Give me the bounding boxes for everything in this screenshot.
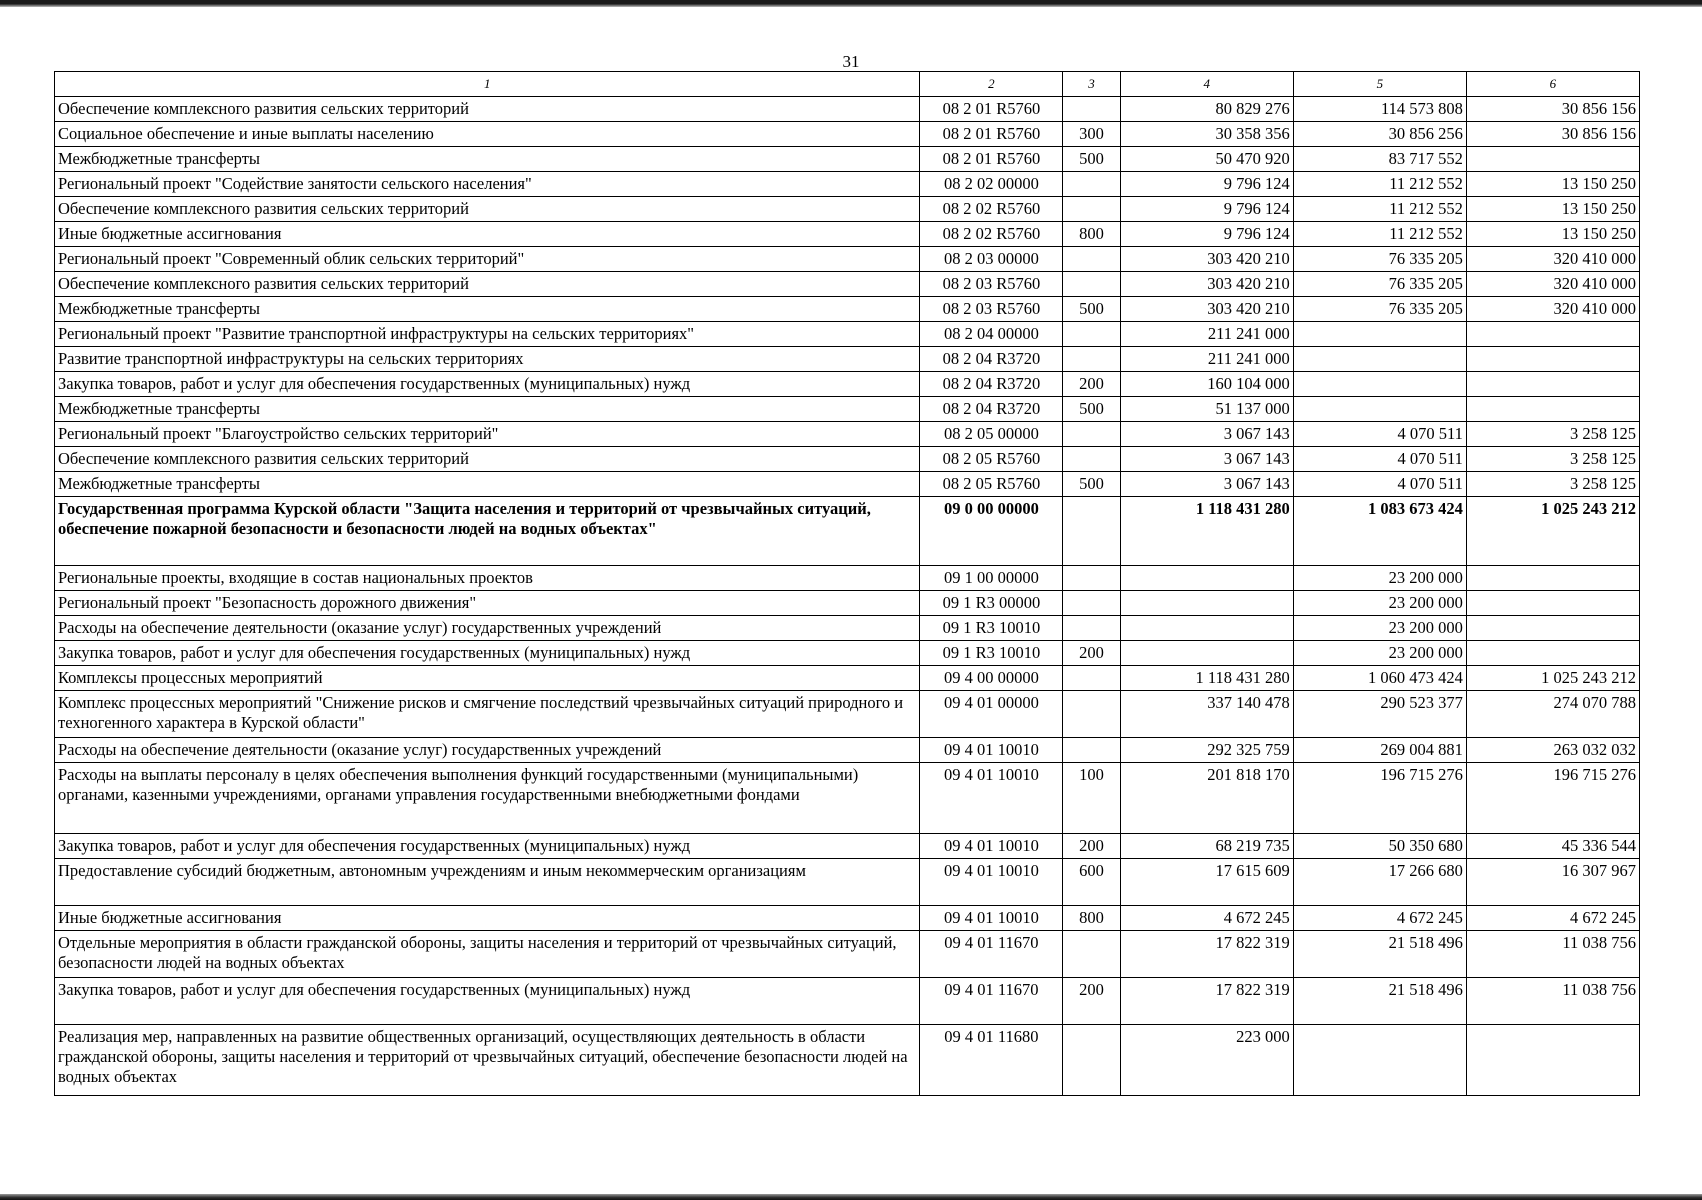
cell-amount-col4: 30 358 356: [1120, 122, 1293, 147]
cell-expense-type: [1063, 591, 1120, 616]
cell-name: Закупка товаров, работ и услуг для обеспечения государственных (муниципальных) нужд: [55, 641, 920, 666]
cell-code: 08 2 04 R3720: [920, 397, 1063, 422]
cell-amount-col4: 211 241 000: [1120, 347, 1293, 372]
cell-code: 08 2 04 R3720: [920, 347, 1063, 372]
cell-code: 09 4 01 10010: [920, 763, 1063, 834]
cell-amount-col6: 30 856 156: [1466, 97, 1639, 122]
cell-amount-col5: 196 715 276: [1293, 763, 1466, 834]
cell-amount-col5: [1293, 397, 1466, 422]
cell-code: 08 2 01 R5760: [920, 97, 1063, 122]
table-row: [55, 397, 1640, 422]
cell-amount-col5: 11 212 552: [1293, 172, 1466, 197]
cell-amount-col5: [1293, 372, 1466, 397]
cell-name: Отдельные мероприятия в области гражданской обороны, защиты населения и территорий от чрезвычайных ситуаций, безопасности людей на водных объектах: [55, 931, 920, 978]
cell-amount-col6: [1466, 372, 1639, 397]
cell-expense-type: 500: [1063, 472, 1120, 497]
cell-amount-col4: 68 219 735: [1120, 834, 1293, 859]
cell-amount-col6: 196 715 276: [1466, 763, 1639, 834]
cell-amount-col5: 17 266 680: [1293, 859, 1466, 906]
cell-amount-col5: 4 070 511: [1293, 447, 1466, 472]
table-row: [55, 591, 1640, 616]
cell-code: 09 4 01 11670: [920, 931, 1063, 978]
cell-name: Региональные проекты, входящие в состав национальных проектов: [55, 566, 920, 591]
cell-amount-col4: 303 420 210: [1120, 297, 1293, 322]
table-row: [55, 738, 1640, 763]
cell-amount-col5: 23 200 000: [1293, 641, 1466, 666]
cell-name: Обеспечение комплексного развития сельских территорий: [55, 447, 920, 472]
cell-code: 08 2 04 00000: [920, 322, 1063, 347]
table-row: [55, 122, 1640, 147]
cell-expense-type: 300: [1063, 122, 1120, 147]
cell-code: 09 4 00 00000: [920, 666, 1063, 691]
cell-name: Закупка товаров, работ и услуг для обеспечения государственных (муниципальных) нужд: [55, 834, 920, 859]
cell-amount-col4: 1 118 431 280: [1120, 666, 1293, 691]
cell-expense-type: [1063, 566, 1120, 591]
cell-amount-col6: 274 070 788: [1466, 691, 1639, 738]
cell-expense-type: [1063, 172, 1120, 197]
cell-amount-col6: 320 410 000: [1466, 247, 1639, 272]
table-row: [55, 372, 1640, 397]
table-row: [55, 1025, 1640, 1096]
cell-amount-col4: 201 818 170: [1120, 763, 1293, 834]
cell-amount-col6: 3 258 125: [1466, 422, 1639, 447]
cell-amount-col6: 263 032 032: [1466, 738, 1639, 763]
cell-code: 08 2 03 R5760: [920, 272, 1063, 297]
column-header: 2: [920, 72, 1063, 97]
cell-name: Межбюджетные трансферты: [55, 397, 920, 422]
cell-expense-type: [1063, 666, 1120, 691]
cell-amount-col5: 30 856 256: [1293, 122, 1466, 147]
cell-expense-type: [1063, 931, 1120, 978]
cell-name: Социальное обеспечение и иные выплаты населению: [55, 122, 920, 147]
column-header: 1: [55, 72, 920, 97]
cell-name: Закупка товаров, работ и услуг для обеспечения государственных (муниципальных) нужд: [55, 978, 920, 1025]
cell-code: 08 2 04 R3720: [920, 372, 1063, 397]
cell-code: 09 4 01 00000: [920, 691, 1063, 738]
cell-amount-col5: 114 573 808: [1293, 97, 1466, 122]
cell-code: 09 4 01 10010: [920, 859, 1063, 906]
cell-name: Обеспечение комплексного развития сельских территорий: [55, 197, 920, 222]
cell-amount-col4: 303 420 210: [1120, 272, 1293, 297]
cell-amount-col4: 211 241 000: [1120, 322, 1293, 347]
cell-expense-type: [1063, 97, 1120, 122]
cell-code: 08 2 02 R5760: [920, 197, 1063, 222]
cell-amount-col6: [1466, 322, 1639, 347]
table-row: [55, 222, 1640, 247]
table-row: [55, 97, 1640, 122]
cell-amount-col4: 17 822 319: [1120, 931, 1293, 978]
cell-amount-col4: 80 829 276: [1120, 97, 1293, 122]
cell-code: 08 2 03 R5760: [920, 297, 1063, 322]
cell-expense-type: [1063, 197, 1120, 222]
scan-top-edge: [0, 0, 1702, 7]
cell-code: 09 4 01 11670: [920, 978, 1063, 1025]
cell-amount-col6: 11 038 756: [1466, 931, 1639, 978]
cell-expense-type: [1063, 247, 1120, 272]
cell-amount-col6: 1 025 243 212: [1466, 666, 1639, 691]
cell-amount-col4: 3 067 143: [1120, 447, 1293, 472]
cell-expense-type: 200: [1063, 978, 1120, 1025]
cell-amount-col4: [1120, 591, 1293, 616]
cell-amount-col5: 76 335 205: [1293, 247, 1466, 272]
cell-expense-type: 500: [1063, 397, 1120, 422]
cell-amount-col5: 76 335 205: [1293, 297, 1466, 322]
cell-code: 08 2 02 00000: [920, 172, 1063, 197]
cell-code: 09 4 01 11680: [920, 1025, 1063, 1096]
table-row: [55, 859, 1640, 906]
table-row: [55, 978, 1640, 1025]
cell-name: Государственная программа Курской области "Защита населения и территорий от чрезвычайных ситуаций, обеспечение пожарной безопасности и безопасности людей на водных объектах": [55, 497, 920, 566]
cell-amount-col4: 223 000: [1120, 1025, 1293, 1096]
cell-amount-col4: [1120, 616, 1293, 641]
cell-amount-col5: 23 200 000: [1293, 591, 1466, 616]
cell-code: 08 2 02 R5760: [920, 222, 1063, 247]
table-header-row: [55, 72, 1640, 97]
table-row: [55, 447, 1640, 472]
cell-amount-col5: 11 212 552: [1293, 197, 1466, 222]
cell-expense-type: [1063, 1025, 1120, 1096]
cell-amount-col6: [1466, 591, 1639, 616]
cell-expense-type: 800: [1063, 222, 1120, 247]
cell-code: 08 2 03 00000: [920, 247, 1063, 272]
cell-name: Закупка товаров, работ и услуг для обеспечения государственных (муниципальных) нужд: [55, 372, 920, 397]
cell-amount-col4: 9 796 124: [1120, 197, 1293, 222]
cell-expense-type: [1063, 616, 1120, 641]
table-row: [55, 691, 1640, 738]
cell-name: Региональный проект "Современный облик сельских территорий": [55, 247, 920, 272]
cell-code: 09 4 01 10010: [920, 738, 1063, 763]
cell-amount-col6: 13 150 250: [1466, 197, 1639, 222]
cell-amount-col5: 4 070 511: [1293, 422, 1466, 447]
cell-name: Расходы на выплаты персоналу в целях обеспечения выполнения функций государственными (муниципальными) органами, казенными учреждениями, органами управления государственными внебюджетными фондами: [55, 763, 920, 834]
cell-amount-col6: 3 258 125: [1466, 472, 1639, 497]
table-row: [55, 147, 1640, 172]
cell-amount-col5: 76 335 205: [1293, 272, 1466, 297]
cell-name: Комплексы процессных мероприятий: [55, 666, 920, 691]
cell-expense-type: 500: [1063, 147, 1120, 172]
cell-code: 08 2 05 R5760: [920, 447, 1063, 472]
cell-amount-col6: 320 410 000: [1466, 272, 1639, 297]
cell-expense-type: [1063, 322, 1120, 347]
cell-expense-type: 600: [1063, 859, 1120, 906]
cell-amount-col5: 23 200 000: [1293, 566, 1466, 591]
cell-amount-col4: 9 796 124: [1120, 222, 1293, 247]
cell-code: 08 2 01 R5760: [920, 147, 1063, 172]
cell-amount-col4: 51 137 000: [1120, 397, 1293, 422]
cell-name: Межбюджетные трансферты: [55, 147, 920, 172]
table-row: [55, 906, 1640, 931]
cell-code: 09 0 00 00000: [920, 497, 1063, 566]
cell-expense-type: 500: [1063, 297, 1120, 322]
table-row: [55, 272, 1640, 297]
cell-amount-col5: 21 518 496: [1293, 978, 1466, 1025]
cell-amount-col6: 16 307 967: [1466, 859, 1639, 906]
cell-amount-col4: 1 118 431 280: [1120, 497, 1293, 566]
cell-amount-col6: [1466, 641, 1639, 666]
table-row: [55, 347, 1640, 372]
page-number: 31: [842, 52, 860, 71]
budget-table: [54, 71, 1640, 1096]
cell-code: 09 1 00 00000: [920, 566, 1063, 591]
table-row: [55, 931, 1640, 978]
cell-amount-col6: 320 410 000: [1466, 297, 1639, 322]
cell-name: Развитие транспортной инфраструктуры на сельских территориях: [55, 347, 920, 372]
cell-expense-type: [1063, 691, 1120, 738]
cell-amount-col6: 3 258 125: [1466, 447, 1639, 472]
cell-expense-type: 100: [1063, 763, 1120, 834]
table-row: [55, 472, 1640, 497]
cell-name: Расходы на обеспечение деятельности (оказание услуг) государственных учреждений: [55, 738, 920, 763]
table-row: [55, 763, 1640, 834]
cell-amount-col5: 4 672 245: [1293, 906, 1466, 931]
cell-code: 09 1 R3 10010: [920, 616, 1063, 641]
cell-amount-col6: 13 150 250: [1466, 172, 1639, 197]
table-row: [55, 616, 1640, 641]
cell-amount-col4: 303 420 210: [1120, 247, 1293, 272]
cell-amount-col6: [1466, 397, 1639, 422]
cell-expense-type: 200: [1063, 834, 1120, 859]
scan-bottom-edge: [0, 1194, 1702, 1200]
cell-expense-type: [1063, 738, 1120, 763]
cell-amount-col4: 292 325 759: [1120, 738, 1293, 763]
cell-amount-col5: 21 518 496: [1293, 931, 1466, 978]
cell-code: 08 2 01 R5760: [920, 122, 1063, 147]
cell-name: Региональный проект "Благоустройство сельских территорий": [55, 422, 920, 447]
cell-amount-col6: [1466, 616, 1639, 641]
cell-name: Региональный проект "Развитие транспортной инфраструктуры на сельских территориях": [55, 322, 920, 347]
cell-amount-col4: 160 104 000: [1120, 372, 1293, 397]
cell-amount-col6: 30 856 156: [1466, 122, 1639, 147]
column-header: 6: [1466, 72, 1639, 97]
cell-amount-col4: 50 470 920: [1120, 147, 1293, 172]
cell-amount-col6: 4 672 245: [1466, 906, 1639, 931]
table-row: [55, 247, 1640, 272]
cell-amount-col4: 337 140 478: [1120, 691, 1293, 738]
cell-amount-col6: 13 150 250: [1466, 222, 1639, 247]
cell-expense-type: [1063, 422, 1120, 447]
cell-amount-col5: 290 523 377: [1293, 691, 1466, 738]
cell-amount-col4: [1120, 641, 1293, 666]
cell-name: Обеспечение комплексного развития сельских территорий: [55, 272, 920, 297]
cell-amount-col6: 1 025 243 212: [1466, 497, 1639, 566]
cell-name: Иные бюджетные ассигнования: [55, 222, 920, 247]
cell-code: 08 2 05 R5760: [920, 472, 1063, 497]
cell-amount-col4: [1120, 566, 1293, 591]
table-row: [55, 566, 1640, 591]
cell-amount-col4: 17 822 319: [1120, 978, 1293, 1025]
column-header: 4: [1120, 72, 1293, 97]
cell-code: 09 4 01 10010: [920, 834, 1063, 859]
table-row: [55, 834, 1640, 859]
cell-expense-type: 200: [1063, 372, 1120, 397]
table-body: [55, 97, 1640, 1096]
cell-amount-col5: 1 083 673 424: [1293, 497, 1466, 566]
cell-amount-col4: 17 615 609: [1120, 859, 1293, 906]
cell-amount-col5: 1 060 473 424: [1293, 666, 1466, 691]
cell-amount-col6: 45 336 544: [1466, 834, 1639, 859]
cell-name: Межбюджетные трансферты: [55, 472, 920, 497]
table-row: [55, 641, 1640, 666]
cell-expense-type: [1063, 497, 1120, 566]
cell-amount-col5: [1293, 322, 1466, 347]
cell-amount-col5: 50 350 680: [1293, 834, 1466, 859]
table-row: [55, 497, 1640, 566]
cell-name: Предоставление субсидий бюджетным, автономным учреждениям и иным некоммерческим организациям: [55, 859, 920, 906]
cell-name: Обеспечение комплексного развития сельских территорий: [55, 97, 920, 122]
table-row: [55, 666, 1640, 691]
table-row: [55, 197, 1640, 222]
cell-amount-col5: 11 212 552: [1293, 222, 1466, 247]
cell-code: 09 1 R3 00000: [920, 591, 1063, 616]
cell-amount-col5: 83 717 552: [1293, 147, 1466, 172]
cell-expense-type: [1063, 447, 1120, 472]
cell-amount-col6: [1466, 1025, 1639, 1096]
cell-amount-col4: 9 796 124: [1120, 172, 1293, 197]
table-row: [55, 297, 1640, 322]
table-row: [55, 422, 1640, 447]
cell-expense-type: [1063, 347, 1120, 372]
cell-amount-col6: 11 038 756: [1466, 978, 1639, 1025]
table-row: [55, 172, 1640, 197]
cell-amount-col6: [1466, 347, 1639, 372]
cell-expense-type: 200: [1063, 641, 1120, 666]
cell-amount-col5: [1293, 1025, 1466, 1096]
cell-name: Региональный проект "Безопасность дорожного движения": [55, 591, 920, 616]
cell-code: 09 1 R3 10010: [920, 641, 1063, 666]
cell-amount-col4: 4 672 245: [1120, 906, 1293, 931]
cell-amount-col4: 3 067 143: [1120, 472, 1293, 497]
cell-amount-col5: 23 200 000: [1293, 616, 1466, 641]
cell-name: Реализация мер, направленных на развитие общественных организаций, осуществляющих деятельность в области гражданской обороны, защиты населения и территорий от чрезвычайных ситуаций, обеспечение безопасности людей на водных объектах: [55, 1025, 920, 1096]
cell-amount-col4: 3 067 143: [1120, 422, 1293, 447]
cell-name: Иные бюджетные ассигнования: [55, 906, 920, 931]
cell-name: Региональный проект "Содействие занятости сельского населения": [55, 172, 920, 197]
cell-name: Расходы на обеспечение деятельности (оказание услуг) государственных учреждений: [55, 616, 920, 641]
column-header: 5: [1293, 72, 1466, 97]
cell-code: 08 2 05 00000: [920, 422, 1063, 447]
column-header: 3: [1063, 72, 1120, 97]
cell-amount-col5: [1293, 347, 1466, 372]
cell-amount-col6: [1466, 147, 1639, 172]
cell-code: 09 4 01 10010: [920, 906, 1063, 931]
cell-amount-col6: [1466, 566, 1639, 591]
cell-name: Межбюджетные трансферты: [55, 297, 920, 322]
cell-expense-type: [1063, 272, 1120, 297]
table-row: [55, 322, 1640, 347]
cell-name: Комплекс процессных мероприятий "Снижение рисков и смягчение последствий чрезвычайных ситуаций природного и техногенного характера в Курской области": [55, 691, 920, 738]
cell-amount-col5: 269 004 881: [1293, 738, 1466, 763]
cell-expense-type: 800: [1063, 906, 1120, 931]
cell-amount-col5: 4 070 511: [1293, 472, 1466, 497]
